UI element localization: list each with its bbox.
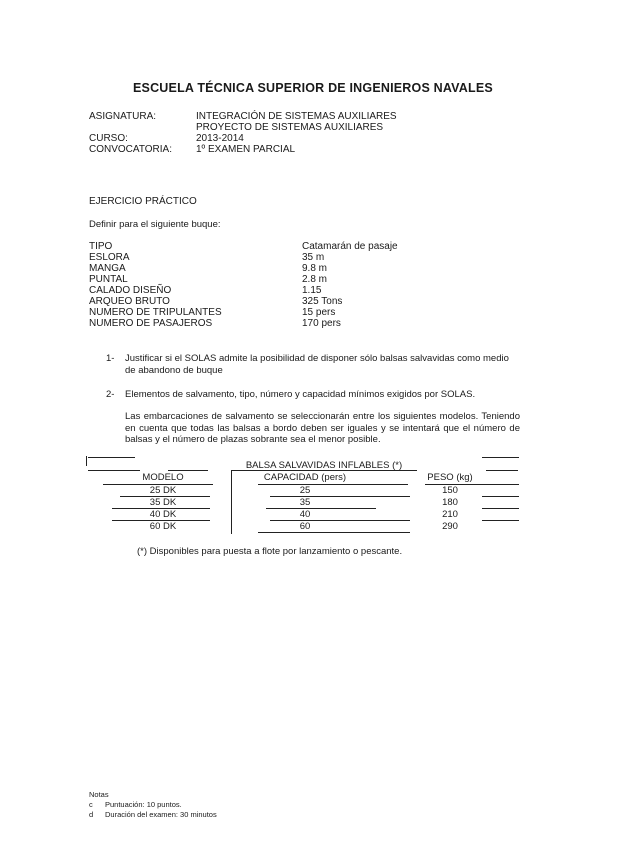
table-cell-capacity: 40 xyxy=(299,509,311,520)
table-column-divider xyxy=(231,471,232,534)
ship-label: ESLORA xyxy=(89,252,130,263)
note-text: Puntuación: 10 puntos. xyxy=(105,800,182,809)
table-rule xyxy=(482,457,519,458)
table-cell-weight: 210 xyxy=(442,509,458,520)
table-rule xyxy=(86,456,87,466)
ship-label: MANGA xyxy=(89,263,126,274)
table-rule xyxy=(486,470,518,471)
table-rule xyxy=(88,470,140,471)
table-rule xyxy=(168,470,208,471)
note-text: Duración del examen: 30 minutos xyxy=(105,810,217,819)
table-rule xyxy=(482,508,519,509)
subject-label: ASIGNATURA: xyxy=(89,111,157,122)
question-number: 2- xyxy=(106,389,115,400)
question-text: Justificar si el SOLAS admite la posibilidad de disponer sólo balsas salvavidas como medio de abandono de buque xyxy=(125,353,509,376)
table-cell-weight: 150 xyxy=(442,485,458,496)
ship-value: 170 pers xyxy=(302,318,341,329)
exercise-intro: Definir para el siguiente buque: xyxy=(89,219,221,230)
ship-label: CALADO DISEÑO xyxy=(89,285,172,296)
page-title: ESCUELA TÉCNICA SUPERIOR DE INGENIEROS NAVALES xyxy=(133,81,493,95)
exercise-heading: EJERCICIO PRÁCTICO xyxy=(89,196,197,207)
table-cell-weight: 180 xyxy=(442,497,458,508)
column-header-model: MODELO xyxy=(142,472,184,483)
table-rule xyxy=(482,496,519,497)
table-rule xyxy=(88,457,135,458)
call-label: CONVOCATORIA: xyxy=(89,144,172,155)
table-cell-capacity: 60 xyxy=(299,521,311,532)
question-text: Elementos de salvamento, tipo, número y capacidad mínimos exigidos por SOLAS. xyxy=(125,389,476,400)
table-title: BALSA SALVAVIDAS INFLABLES (*) xyxy=(245,460,403,471)
table-rule xyxy=(482,520,519,521)
table-cell-capacity: 25 xyxy=(299,485,311,496)
table-cell-weight: 290 xyxy=(442,521,458,532)
ship-label: NUMERO DE PASAJEROS xyxy=(89,318,213,329)
notes-heading: Notas xyxy=(89,790,109,799)
table-rule xyxy=(258,532,410,533)
table-cell-model: 40 DK xyxy=(149,509,177,520)
column-header-weight: PESO (kg) xyxy=(427,472,473,483)
ship-value: 35 m xyxy=(302,252,325,263)
table-footnote: (*) Disponibles para puesta a flote por lanzamiento o pescante. xyxy=(137,546,403,557)
subject-line-1: INTEGRACIÓN DE SISTEMAS AUXILIARES xyxy=(196,111,397,122)
ship-label: ARQUEO BRUTO xyxy=(89,296,170,307)
ship-value: 325 Tons xyxy=(302,296,343,307)
ship-value: 1.15 xyxy=(302,285,322,296)
ship-value: 15 pers xyxy=(302,307,336,318)
subject-line-2: PROYECTO DE SISTEMAS AUXILIARES xyxy=(196,122,384,133)
course-label: CURSO: xyxy=(89,133,128,144)
column-header-capacity: CAPACIDAD (pers) xyxy=(263,472,347,483)
course-value: 2013-2014 xyxy=(196,133,244,144)
table-cell-capacity: 35 xyxy=(299,497,311,508)
note-bullet: d xyxy=(89,810,94,819)
question-detail: Las embarcaciones de salvamento se seleccionarán entre los siguientes modelos. Teniendo en cuenta que todas las balsas a bordo deben ser iguales y se intentará que el número de balsas y el número de plazas sobrante sea el menor posible. xyxy=(125,411,520,445)
ship-value: Catamarán de pasaje xyxy=(302,241,398,252)
ship-label: PUNTAL xyxy=(89,274,128,285)
note-bullet: c xyxy=(89,800,93,809)
table-cell-model: 60 DK xyxy=(149,521,177,532)
ship-label: NUMERO DE TRIPULANTES xyxy=(89,307,222,318)
table-cell-model: 35 DK xyxy=(149,497,177,508)
ship-value: 2.8 m xyxy=(302,274,328,285)
table-cell-model: 25 DK xyxy=(149,485,177,496)
ship-label: TIPO xyxy=(89,241,113,252)
question-number: 1- xyxy=(106,353,115,364)
call-value: 1º EXAMEN PARCIAL xyxy=(196,144,296,155)
ship-value: 9.8 m xyxy=(302,263,328,274)
